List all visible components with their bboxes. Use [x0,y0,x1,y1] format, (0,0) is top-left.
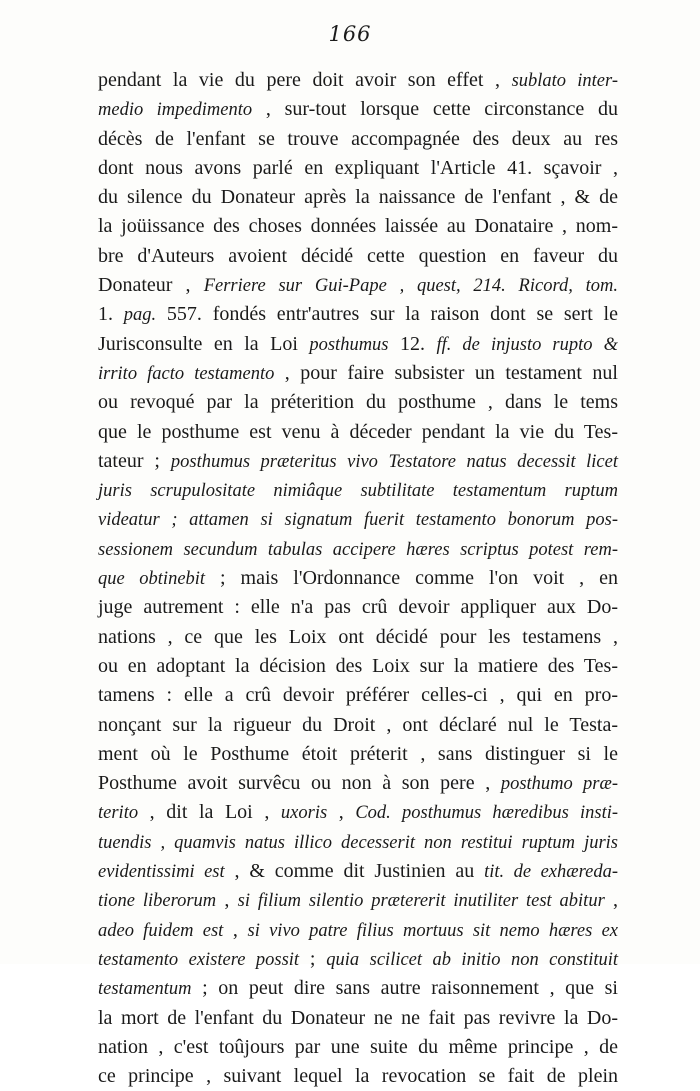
text-segment: , dit la Loi , [138,801,281,824]
italic-text: ff. de injusto rupto & [436,334,618,355]
text-segment: , [327,801,356,824]
text-segment: Donateur , [98,274,204,297]
text-segment: Posthume avoit survêcu ou non à son pere , [98,772,501,795]
italic-text: testamento existere possit [98,949,300,970]
italic-text: videatur ; attamen si signatum fuerit testamento bonorum pos- [98,510,618,531]
text-segment: , [604,889,619,912]
italic-text: tione liberorum [98,891,217,912]
text-segment: nonçant sur la rigueur du Droit , ont déclaré nul le Testa- [98,713,618,736]
italic-text: irrito facto testamento [98,363,275,384]
text-segment: que le posthume est venu à déceder pendant la vie du Tes- [98,420,618,443]
text-segment: tateur ; [98,449,171,472]
text-line [98,66,618,95]
italic-text: sublato inter- [511,71,618,91]
text-line [98,300,618,329]
italic-text: testamentum [98,979,192,1000]
text-line [98,711,618,740]
text-segment: ; on peut dire sans autre raisonnement , que si [191,977,618,1000]
italic-text: posthumus [309,334,389,355]
text-segment: , sur-tout lorsque cette circonstance du [252,98,618,121]
text-line [98,740,618,769]
text-line [98,154,618,183]
text-line [98,769,618,798]
italic-text: que obtinebit [98,569,206,590]
italic-text: Ferriere sur Gui-Pape , quest, 214. Ricord, tom. [203,276,618,297]
italic-text: posthumus præteritus vivo Testatore natus decessit licet [170,451,618,472]
italic-text: adeo fuidem est [98,920,224,941]
text-segment: , [216,889,238,912]
italic-text: terito [98,803,139,824]
text-line [98,1004,618,1033]
text-line [98,330,618,359]
text-line [98,623,618,652]
text-segment: du silence du Donateur après la naissance de l'enfant , & de [98,186,618,209]
text-segment: ment où le Posthume étoit préterit , sans distinguer si le [98,742,618,765]
text-line [98,564,618,593]
text-segment: dont nous avons parlé en expliquant l'Article 41. sçavoir , [98,156,618,179]
italic-text: medio impedimento [98,100,253,121]
text-line [98,916,618,945]
italic-text: posthumo præ- [500,774,618,795]
text-line [98,476,618,505]
text-line [98,681,618,710]
text-line [98,212,618,241]
text-line [98,1033,618,1062]
italic-text: si filium silentio prætererit inutiliter test abitur [237,891,605,912]
text-line [98,535,618,564]
text-line [98,388,618,417]
italic-text: Cod. posthumus hæredibus insti- [355,803,619,824]
text-line [98,125,618,154]
text-line [98,798,618,827]
italic-text: evidentissimi est [98,862,225,883]
italic-text: si vivo patre filius mortuus sit nemo hæres ex [247,920,618,941]
text-segment: 1. [98,303,124,326]
text-segment: Jurisconsulte en la Loi [98,332,310,355]
text-segment: tamens : elle a crû devoir préférer celles-ci , qui en pro- [98,684,618,707]
text-segment: la joüissance des choses données laissée au Donataire , nom- [98,215,618,238]
text-line [98,242,618,271]
text-segment: ; [299,947,327,970]
text-segment: nations , ce que les Loix ont décidé pour les testamens , [98,625,618,648]
italic-text: pag. [123,305,157,326]
text-segment: juge autrement : elle n'a pas crû devoir appliquer aux Do- [98,596,618,619]
text-segment: décès de l'enfant se trouve accompagnée des deux au res [98,127,618,150]
text-segment: ; mais l'Ordonnance comme l'on voit , en [205,567,619,590]
italic-text: tuendis , quamvis natus illico decesserit non restitui ruptum juris [98,832,618,853]
text-line [98,652,618,681]
text-segment: ou revoqué par la préterition du posthume , dans le tems [98,391,618,414]
italic-text: tit. de exhæreda- [484,862,618,883]
text-segment: ce principe , suivant lequel la revocation se fait de plein [98,1065,618,1088]
text-line [98,447,618,476]
text-line [98,945,618,974]
text-segment: la mort de l'enfant du Donateur ne ne fait pas revivre la Do- [98,1006,618,1029]
text-segment: bre d'Auteurs avoient décidé cette question en faveur du [98,244,618,267]
italic-text: sessionem secundum tabulas accipere hæres scriptus potest rem- [98,539,618,560]
text-segment: nation , c'est toûjours par une suite du même principe , de [98,1035,618,1058]
text-line [98,505,618,534]
italic-text: quia scilicet ab initio non constituit [326,949,619,970]
text-segment: 12. [388,332,437,355]
text-line [98,974,618,1003]
page-number: 166 [328,22,372,46]
text-line [98,183,618,212]
text-line [98,271,618,300]
text-line [98,886,618,915]
text-segment: , pour faire subsister un testament nul [274,361,618,384]
body-text [98,66,618,1091]
text-segment: , & comme dit Justinien au [224,860,485,883]
text-line [98,1062,618,1091]
text-line [98,857,618,886]
text-segment: ou en adoptant la décision des Loix sur la matiere des Tes- [98,654,618,677]
italic-text: uxoris [280,803,328,824]
italic-text: juris scrupulositate nimiâque subtilitate testamentum ruptum [98,481,618,502]
text-line [98,359,618,388]
text-segment: 557. fondés entr'autres sur la raison dont se sert le [156,303,618,326]
text-segment: pendant la vie du pere doit avoir son effet , [98,69,512,91]
text-line [98,418,618,447]
text-line [98,828,618,857]
text-line [98,95,618,124]
text-segment: , [223,918,248,941]
text-line [98,593,618,622]
